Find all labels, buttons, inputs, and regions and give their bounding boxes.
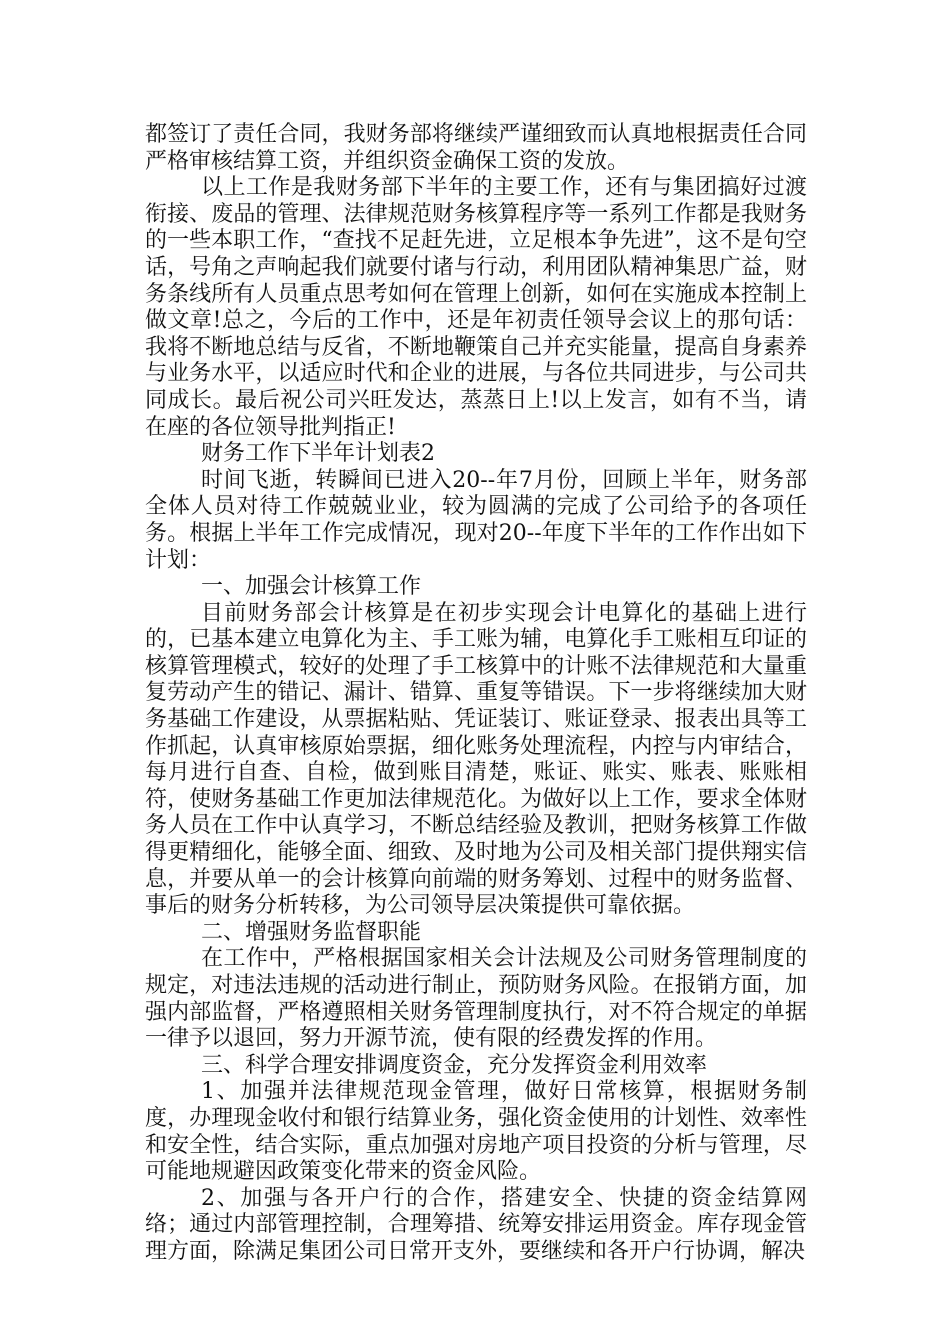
section-heading: 二、增强财务监督职能 xyxy=(201,919,422,945)
document-body xyxy=(145,122,807,1266)
paragraph: 1、加强并法律规范现金管理，做好日常核算，根据财务制度，办理现金收付和银行结算业务，强化资金使用的计划性、效率性和安全性，结合实际，重点加强对房地产项目投资的分析与管理，尽可能地规避因政策变化带来的资金风险。 xyxy=(145,1079,807,1185)
paragraph: 以上工作是我财务部下半年的主要工作，还有与集团搞好过渡衔接、废品的管理、法律规范财务核算程序等一系列工作都是我财务的一些本职工作，“查找不足赶先进，立足根本争先进”，这不是句空话，号角之声响起我们就要付诸与行动，利用团队精神集思广益，财务条线所有人员重点思考如何在管理上创新，如何在实施成本控制上做文章!总之，今后的工作中，还是年初责任领导会议上的那句话：我将不断地总结与反省，不断地鞭策自己并充实能量，提高自身素养与业务水平，以适应时代和企业的进展，与各位共同进步，与公司共同成长。最后祝公司兴旺发达，蒸蒸日上!以上发言，如有不当，请在座的各位领导批判指正! xyxy=(145,175,807,440)
paragraph: 在工作中，严格根据国家相关会计法规及公司财务管理制度的规定，对违法违规的活动进行制止，预防财务风险。在报销方面，加强内部监督，严格遵照相关财务管理制度执行，对不符合规定的单据一律予以退回，努力开源节流，使有限的经费发挥的作用。 xyxy=(145,946,807,1052)
section-heading: 一、加强会计核算工作 xyxy=(201,574,422,600)
paragraph: 时间飞逝，转瞬间已进入20--年7月份，回顾上半年，财务部全体人员对待工作兢兢业业，较为圆满的完成了公司给予的各项任务。根据上半年工作完成情况，现对20--年度下半年的工作作出如下计划： xyxy=(145,467,807,573)
section-heading: 三、科学合理安排调度资金，充分发挥资金利用效率 xyxy=(201,1052,708,1078)
paragraph: 2、加强与各开户行的合作，搭建安全、快捷的资金结算网络；通过内部管理控制，合理筹措、统筹安排运用资金。库存现金管理方面，除满足集团公司日常开支外，要继续和各开户行协调，解决 xyxy=(145,1185,807,1264)
section-title: 财务工作下半年计划表2 xyxy=(201,441,435,467)
paragraph: 目前财务部会计核算是在初步实现会计电算化的基础上进行的，已基本建立电算化为主、手工账为辅，电算化手工账相互印证的核算管理模式，较好的处理了手工核算中的计账不法律规范和大量重复劳动产生的错记、漏计、错算、重复等错误。下一步将继续加大财务基础工作建设，从票据粘贴、凭证装订、账证登录、报表出具等工作抓起，认真审核原始票据，细化账务处理流程，内控与内审结合，每月进行自查、自检，做到账目清楚，账证、账实、账表、账账相符，使财务基础工作更加法律规范化。为做好以上工作，要求全体财务人员在工作中认真学习，不断总结经验及教训，把财务核算工作做得更精细化，能够全面、细致、及时地为公司及相关部门提供翔实信息，并要从单一的会计核算向前端的财务筹划、过程中的财务监督、事后的财务分析转移，为公司领导层决策提供可靠依据。 xyxy=(145,600,807,919)
paragraph: 都签订了责任合同，我财务部将继续严谨细致而认真地根据责任合同严格审核结算工资，并组织资金确保工资的发放。 xyxy=(145,122,807,174)
